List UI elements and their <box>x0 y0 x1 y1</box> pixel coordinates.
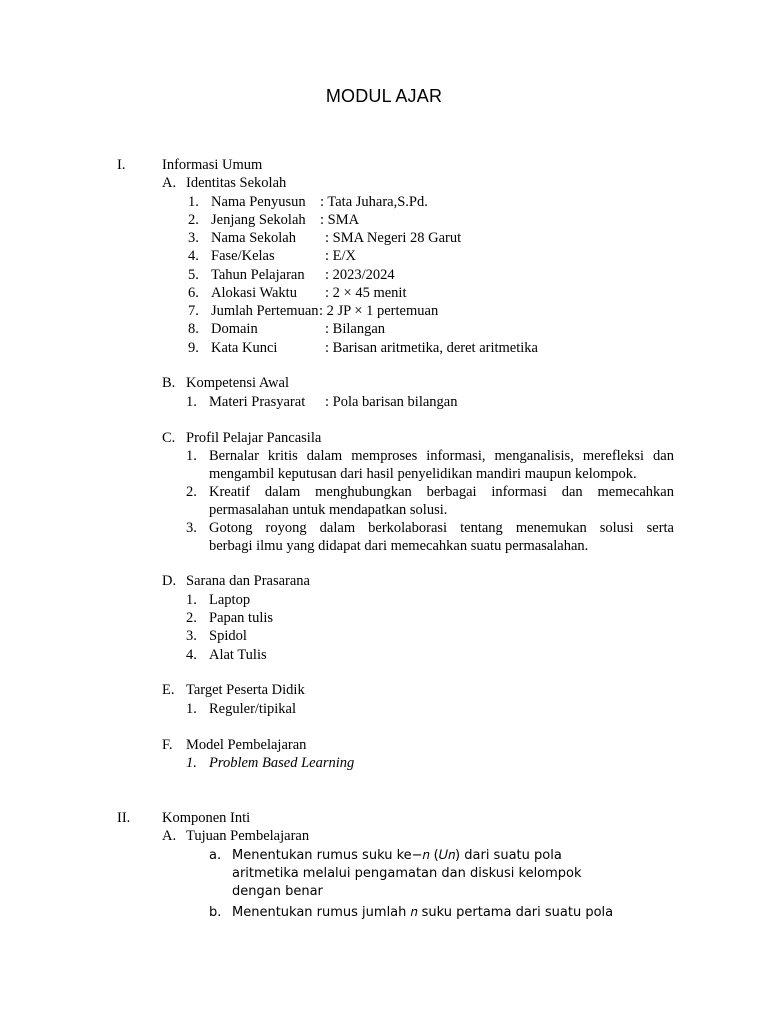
list-number: 1. <box>186 448 197 464</box>
list-number: 3. <box>188 230 199 246</box>
subsection-letter: A. <box>162 828 177 844</box>
field-value: : Barisan aritmetika, deret aritmetika <box>325 340 538 356</box>
list-number: 5. <box>188 267 199 283</box>
field-label: Fase/Kelas <box>211 248 275 264</box>
list-item: Spidol <box>209 628 247 644</box>
field-value: : SMA <box>320 212 360 228</box>
list-number: 9. <box>188 340 199 356</box>
field-label: Kata Kunci <box>211 340 278 356</box>
field-value: : Bilangan <box>325 321 386 337</box>
field-label: Alokasi Waktu <box>211 285 297 301</box>
subsection-heading: Profil Pelajar Pancasila <box>186 430 322 446</box>
list-item-line: aritmetika melalui pengamatan dan diskusi kelompok <box>232 866 582 881</box>
field-label: Domain <box>211 321 258 337</box>
list-number: 1. <box>186 592 197 608</box>
field-label: Nama Penyusun <box>211 194 306 210</box>
list-item-line: mengambil keputusan dari hasil penyelidikan mandiri maupun kelompok. <box>209 466 637 482</box>
field-label: Tahun Pelajaran <box>211 267 305 283</box>
field-value: : Pola barisan bilangan <box>325 394 458 410</box>
subsection-heading: Target Peserta Didik <box>186 682 305 698</box>
section-numeral: II. <box>117 810 131 826</box>
subsection-heading: Kompetensi Awal <box>186 375 289 391</box>
field-label: Jenjang Sekolah <box>211 212 306 228</box>
list-letter: b. <box>209 905 222 920</box>
field-value: : E/X <box>325 248 357 264</box>
list-number: 4. <box>186 647 197 663</box>
document-title: MODUL AJAR <box>325 86 443 106</box>
subsection-letter: B. <box>162 375 176 391</box>
list-number: 1. <box>188 194 199 210</box>
list-item-line: Gotong royong dalam berkolaborasi tentang menemukan solusi serta <box>209 520 674 536</box>
subsection-letter: C. <box>162 430 176 446</box>
list-item: Alat Tulis <box>209 647 267 663</box>
subsection-heading: Sarana dan Prasarana <box>186 573 310 589</box>
section-numeral: I. <box>117 157 126 173</box>
field-value: : 2 × 45 menit <box>325 285 407 301</box>
list-number: 1. <box>186 701 197 717</box>
list-number: 7. <box>188 303 199 319</box>
list-number: 6. <box>188 285 199 301</box>
subsection-heading: Model Pembelajaran <box>186 737 307 753</box>
list-item-line: Menentukan rumus suku ke−𝑛 (𝑈𝑛) dari suatu pola <box>232 848 562 863</box>
list-number: 2. <box>186 484 197 500</box>
list-item-line: Kreatif dalam menghubungkan berbagai informasi dan memecahkan <box>209 484 674 500</box>
list-number: 2. <box>186 610 197 626</box>
list-item-line: Bernalar kritis dalam memproses informasi, menganalisis, merefleksi dan <box>209 448 674 464</box>
field-label: Jumlah Pertemuan <box>211 303 319 319</box>
subsection-heading: Identitas Sekolah <box>186 175 287 191</box>
field-label: Materi Prasyarat <box>209 394 306 410</box>
list-number: 8. <box>188 321 199 337</box>
list-number: 2. <box>188 212 199 228</box>
list-item: Laptop <box>209 592 251 608</box>
list-number: 1. <box>186 394 197 410</box>
subsection-letter: D. <box>162 573 177 589</box>
list-number: 3. <box>186 628 197 644</box>
subsection-letter: F. <box>162 737 173 753</box>
field-value: : 2023/2024 <box>325 267 395 283</box>
list-item-line: Menentukan rumus jumlah 𝑛 suku pertama dari suatu pola <box>232 905 614 920</box>
list-item-line: permasalahan untuk mendapatkan solusi. <box>209 502 448 518</box>
list-item-line: dengan benar <box>232 884 323 899</box>
field-value: : SMA Negeri 28 Garut <box>325 230 462 246</box>
list-number: 1. <box>186 755 197 771</box>
subsection-letter: A. <box>162 175 177 191</box>
field-value: : Tata Juhara,S.Pd. <box>320 194 428 210</box>
list-letter: a. <box>209 848 222 863</box>
list-number: 3. <box>186 520 197 536</box>
field-label: Nama Sekolah <box>211 230 296 246</box>
section-heading: Informasi Umum <box>162 157 263 173</box>
subsection-heading: Tujuan Pembelajaran <box>186 828 310 844</box>
list-item: Reguler/tipikal <box>209 701 296 717</box>
list-number: 4. <box>188 248 199 264</box>
field-value: : 2 JP × 1 pertemuan <box>319 303 439 319</box>
list-item: Problem Based Learning <box>209 755 355 771</box>
list-item-line: berbagi ilmu yang didapat dari memecahkan suatu permasalahan. <box>209 538 589 554</box>
section-heading: Komponen Inti <box>162 810 251 826</box>
list-item: Papan tulis <box>209 610 274 626</box>
subsection-letter: E. <box>162 682 175 698</box>
